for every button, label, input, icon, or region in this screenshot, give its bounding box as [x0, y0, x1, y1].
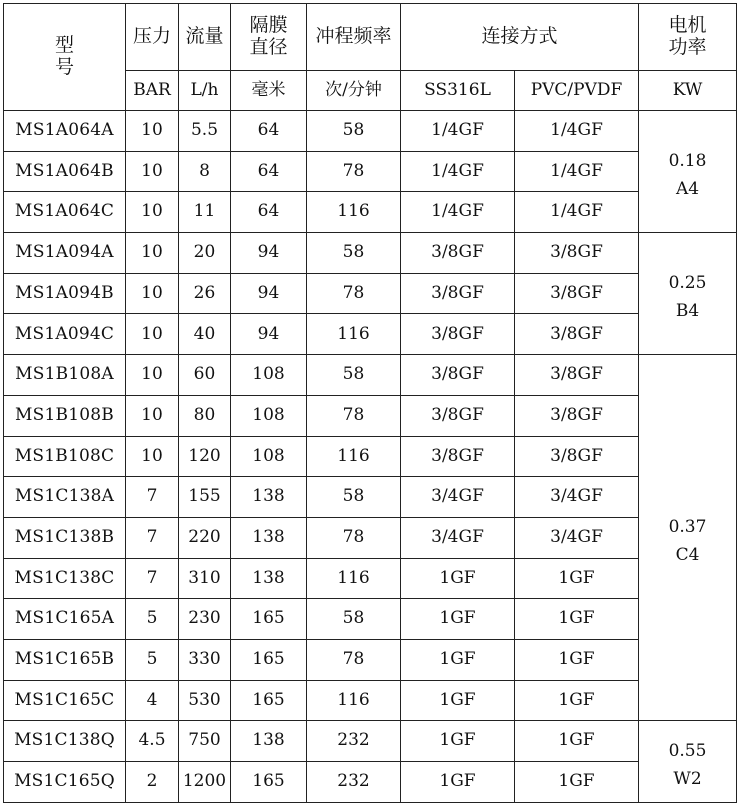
- ss316-connection-cell: 3/8GF: [401, 273, 515, 314]
- stroke-cell: 232: [307, 762, 401, 803]
- pvc-connection-cell: 1GF: [515, 680, 639, 721]
- stroke-cell: 78: [307, 151, 401, 192]
- ss316-connection-cell: 1GF: [401, 558, 515, 599]
- ss316-connection-cell: 1GF: [401, 639, 515, 680]
- pvc-connection-cell: 3/8GF: [515, 395, 639, 436]
- table-body: [4, 111, 737, 803]
- stroke-cell: 78: [307, 517, 401, 558]
- stroke-cell: 58: [307, 111, 401, 152]
- pvc-connection-cell: 1GF: [515, 639, 639, 680]
- pressure-cell: 10: [126, 355, 179, 396]
- model-cell: MS1A094A: [4, 233, 126, 274]
- header-stroke: 冲程频率: [307, 4, 401, 71]
- header-connection: 连接方式: [401, 4, 639, 71]
- pressure-cell: 7: [126, 558, 179, 599]
- pvc-connection-cell: 1GF: [515, 762, 639, 803]
- table-row: [4, 233, 737, 274]
- flow-cell: 530: [179, 680, 231, 721]
- unit-stroke: 次/分钟: [307, 71, 401, 111]
- diameter-cell: 94: [231, 273, 307, 314]
- model-cell: MS1C138C: [4, 558, 126, 599]
- stroke-cell: 116: [307, 436, 401, 477]
- pump-spec-table: [3, 3, 737, 803]
- pvc-connection-cell: 3/4GF: [515, 517, 639, 558]
- motor-kw: 0.55: [668, 740, 707, 761]
- stroke-cell: 58: [307, 599, 401, 640]
- flow-cell: 26: [179, 273, 231, 314]
- model-cell: MS1A094B: [4, 273, 126, 314]
- table-row: [4, 477, 737, 518]
- motor-power-cell: [639, 721, 737, 802]
- motor-code: A4: [675, 178, 700, 199]
- motor-code: B4: [675, 300, 700, 321]
- table-row: [4, 395, 737, 436]
- motor-power-cell: [639, 355, 737, 721]
- table-row: [4, 721, 737, 762]
- diameter-cell: 138: [231, 558, 307, 599]
- flow-cell: 330: [179, 639, 231, 680]
- pvc-connection-cell: 3/8GF: [515, 355, 639, 396]
- model-cell: MS1C138A: [4, 477, 126, 518]
- stroke-cell: 116: [307, 314, 401, 355]
- model-cell: MS1C165Q: [4, 762, 126, 803]
- pvc-connection-cell: 3/8GF: [515, 233, 639, 274]
- header-model: 型 号: [4, 4, 126, 111]
- diameter-cell: 108: [231, 355, 307, 396]
- unit-pressure: BAR: [126, 71, 179, 111]
- stroke-cell: 58: [307, 233, 401, 274]
- header-diameter: 隔膜 直径: [231, 4, 307, 71]
- flow-cell: 220: [179, 517, 231, 558]
- flow-cell: 11: [179, 192, 231, 233]
- stroke-cell: 58: [307, 355, 401, 396]
- diameter-cell: 138: [231, 517, 307, 558]
- ss316-connection-cell: 1GF: [401, 680, 515, 721]
- model-cell: MS1C165B: [4, 639, 126, 680]
- ss316-connection-cell: 3/4GF: [401, 517, 515, 558]
- unit-flow: L/h: [179, 71, 231, 111]
- flow-cell: 8: [179, 151, 231, 192]
- unit-pvc: PVC/PVDF: [515, 71, 639, 111]
- model-cell: MS1C165C: [4, 680, 126, 721]
- ss316-connection-cell: 1/4GF: [401, 151, 515, 192]
- model-cell: MS1B108B: [4, 395, 126, 436]
- pressure-cell: 4.5: [126, 721, 179, 762]
- table-row: [4, 273, 737, 314]
- pressure-cell: 10: [126, 192, 179, 233]
- flow-cell: 310: [179, 558, 231, 599]
- flow-cell: 750: [179, 721, 231, 762]
- diameter-cell: 138: [231, 477, 307, 518]
- table-row: [4, 599, 737, 640]
- pressure-cell: 5: [126, 639, 179, 680]
- ss316-connection-cell: 3/8GF: [401, 314, 515, 355]
- pvc-connection-cell: 1GF: [515, 721, 639, 762]
- ss316-connection-cell: 1/4GF: [401, 111, 515, 152]
- model-cell: MS1B108C: [4, 436, 126, 477]
- header-pressure: 压力: [126, 4, 179, 71]
- table-row: [4, 517, 737, 558]
- stroke-cell: 78: [307, 395, 401, 436]
- model-cell: MS1A064A: [4, 111, 126, 152]
- diameter-cell: 64: [231, 111, 307, 152]
- unit-diameter: 毫米: [231, 71, 307, 111]
- flow-cell: 80: [179, 395, 231, 436]
- ss316-connection-cell: 3/8GF: [401, 395, 515, 436]
- ss316-connection-cell: 1GF: [401, 599, 515, 640]
- diameter-cell: 165: [231, 599, 307, 640]
- ss316-connection-cell: 1GF: [401, 762, 515, 803]
- pvc-connection-cell: 1/4GF: [515, 151, 639, 192]
- unit-power: KW: [639, 71, 737, 111]
- diameter-cell: 165: [231, 762, 307, 803]
- pvc-connection-cell: 3/8GF: [515, 273, 639, 314]
- table-row: [4, 314, 737, 355]
- stroke-cell: 78: [307, 639, 401, 680]
- stroke-cell: 58: [307, 477, 401, 518]
- header-flow: 流量: [179, 4, 231, 71]
- motor-kw: 0.18: [668, 150, 707, 171]
- pvc-connection-cell: 3/4GF: [515, 477, 639, 518]
- pressure-cell: 10: [126, 436, 179, 477]
- flow-cell: 40: [179, 314, 231, 355]
- pressure-cell: 4: [126, 680, 179, 721]
- table-row: [4, 680, 737, 721]
- diameter-cell: 64: [231, 192, 307, 233]
- flow-cell: 20: [179, 233, 231, 274]
- model-cell: MS1A064B: [4, 151, 126, 192]
- ss316-connection-cell: 3/4GF: [401, 477, 515, 518]
- ss316-connection-cell: 3/8GF: [401, 355, 515, 396]
- motor-kw: 0.37: [668, 517, 707, 538]
- motor-power-cell: [639, 111, 737, 233]
- flow-cell: 120: [179, 436, 231, 477]
- model-cell: MS1C138B: [4, 517, 126, 558]
- diameter-cell: 108: [231, 395, 307, 436]
- motor-code: C4: [675, 544, 700, 565]
- model-cell: MS1C165A: [4, 599, 126, 640]
- ss316-connection-cell: 1GF: [401, 721, 515, 762]
- motor-power-cell: [639, 233, 737, 355]
- motor-kw: 0.25: [668, 273, 707, 294]
- diameter-cell: 94: [231, 314, 307, 355]
- stroke-cell: 78: [307, 273, 401, 314]
- flow-cell: 5.5: [179, 111, 231, 152]
- diameter-cell: 165: [231, 680, 307, 721]
- flow-cell: 1200: [179, 762, 231, 803]
- pressure-cell: 10: [126, 314, 179, 355]
- pressure-cell: 10: [126, 111, 179, 152]
- model-cell: MS1A064C: [4, 192, 126, 233]
- pressure-cell: 10: [126, 233, 179, 274]
- diameter-cell: 94: [231, 233, 307, 274]
- diameter-cell: 165: [231, 639, 307, 680]
- diameter-cell: 108: [231, 436, 307, 477]
- pvc-connection-cell: 1GF: [515, 558, 639, 599]
- pressure-cell: 10: [126, 273, 179, 314]
- pressure-cell: 10: [126, 395, 179, 436]
- flow-cell: 60: [179, 355, 231, 396]
- stroke-cell: 116: [307, 680, 401, 721]
- pvc-connection-cell: 1/4GF: [515, 192, 639, 233]
- table-row: [4, 151, 737, 192]
- table-row: [4, 111, 737, 152]
- table-row: [4, 762, 737, 803]
- pvc-connection-cell: 3/8GF: [515, 314, 639, 355]
- table-row: [4, 192, 737, 233]
- stroke-cell: 232: [307, 721, 401, 762]
- header-power: 电机 功率: [639, 4, 737, 71]
- pressure-cell: 10: [126, 151, 179, 192]
- ss316-connection-cell: 3/8GF: [401, 233, 515, 274]
- flow-cell: 230: [179, 599, 231, 640]
- unit-ss316: SS316L: [401, 71, 515, 111]
- header-row: [4, 4, 737, 71]
- table-row: [4, 558, 737, 599]
- pvc-connection-cell: 1GF: [515, 599, 639, 640]
- diameter-cell: 138: [231, 721, 307, 762]
- flow-cell: 155: [179, 477, 231, 518]
- model-cell: MS1A094C: [4, 314, 126, 355]
- table-row: [4, 436, 737, 477]
- model-cell: MS1B108A: [4, 355, 126, 396]
- ss316-connection-cell: 3/8GF: [401, 436, 515, 477]
- pressure-cell: 7: [126, 517, 179, 558]
- pressure-cell: 2: [126, 762, 179, 803]
- ss316-connection-cell: 1/4GF: [401, 192, 515, 233]
- stroke-cell: 116: [307, 192, 401, 233]
- pvc-connection-cell: 3/8GF: [515, 436, 639, 477]
- diameter-cell: 64: [231, 151, 307, 192]
- motor-code: W2: [673, 768, 702, 789]
- pressure-cell: 7: [126, 477, 179, 518]
- pressure-cell: 5: [126, 599, 179, 640]
- model-cell: MS1C138Q: [4, 721, 126, 762]
- pvc-connection-cell: 1/4GF: [515, 111, 639, 152]
- table-row: [4, 355, 737, 396]
- table-row: [4, 639, 737, 680]
- stroke-cell: 116: [307, 558, 401, 599]
